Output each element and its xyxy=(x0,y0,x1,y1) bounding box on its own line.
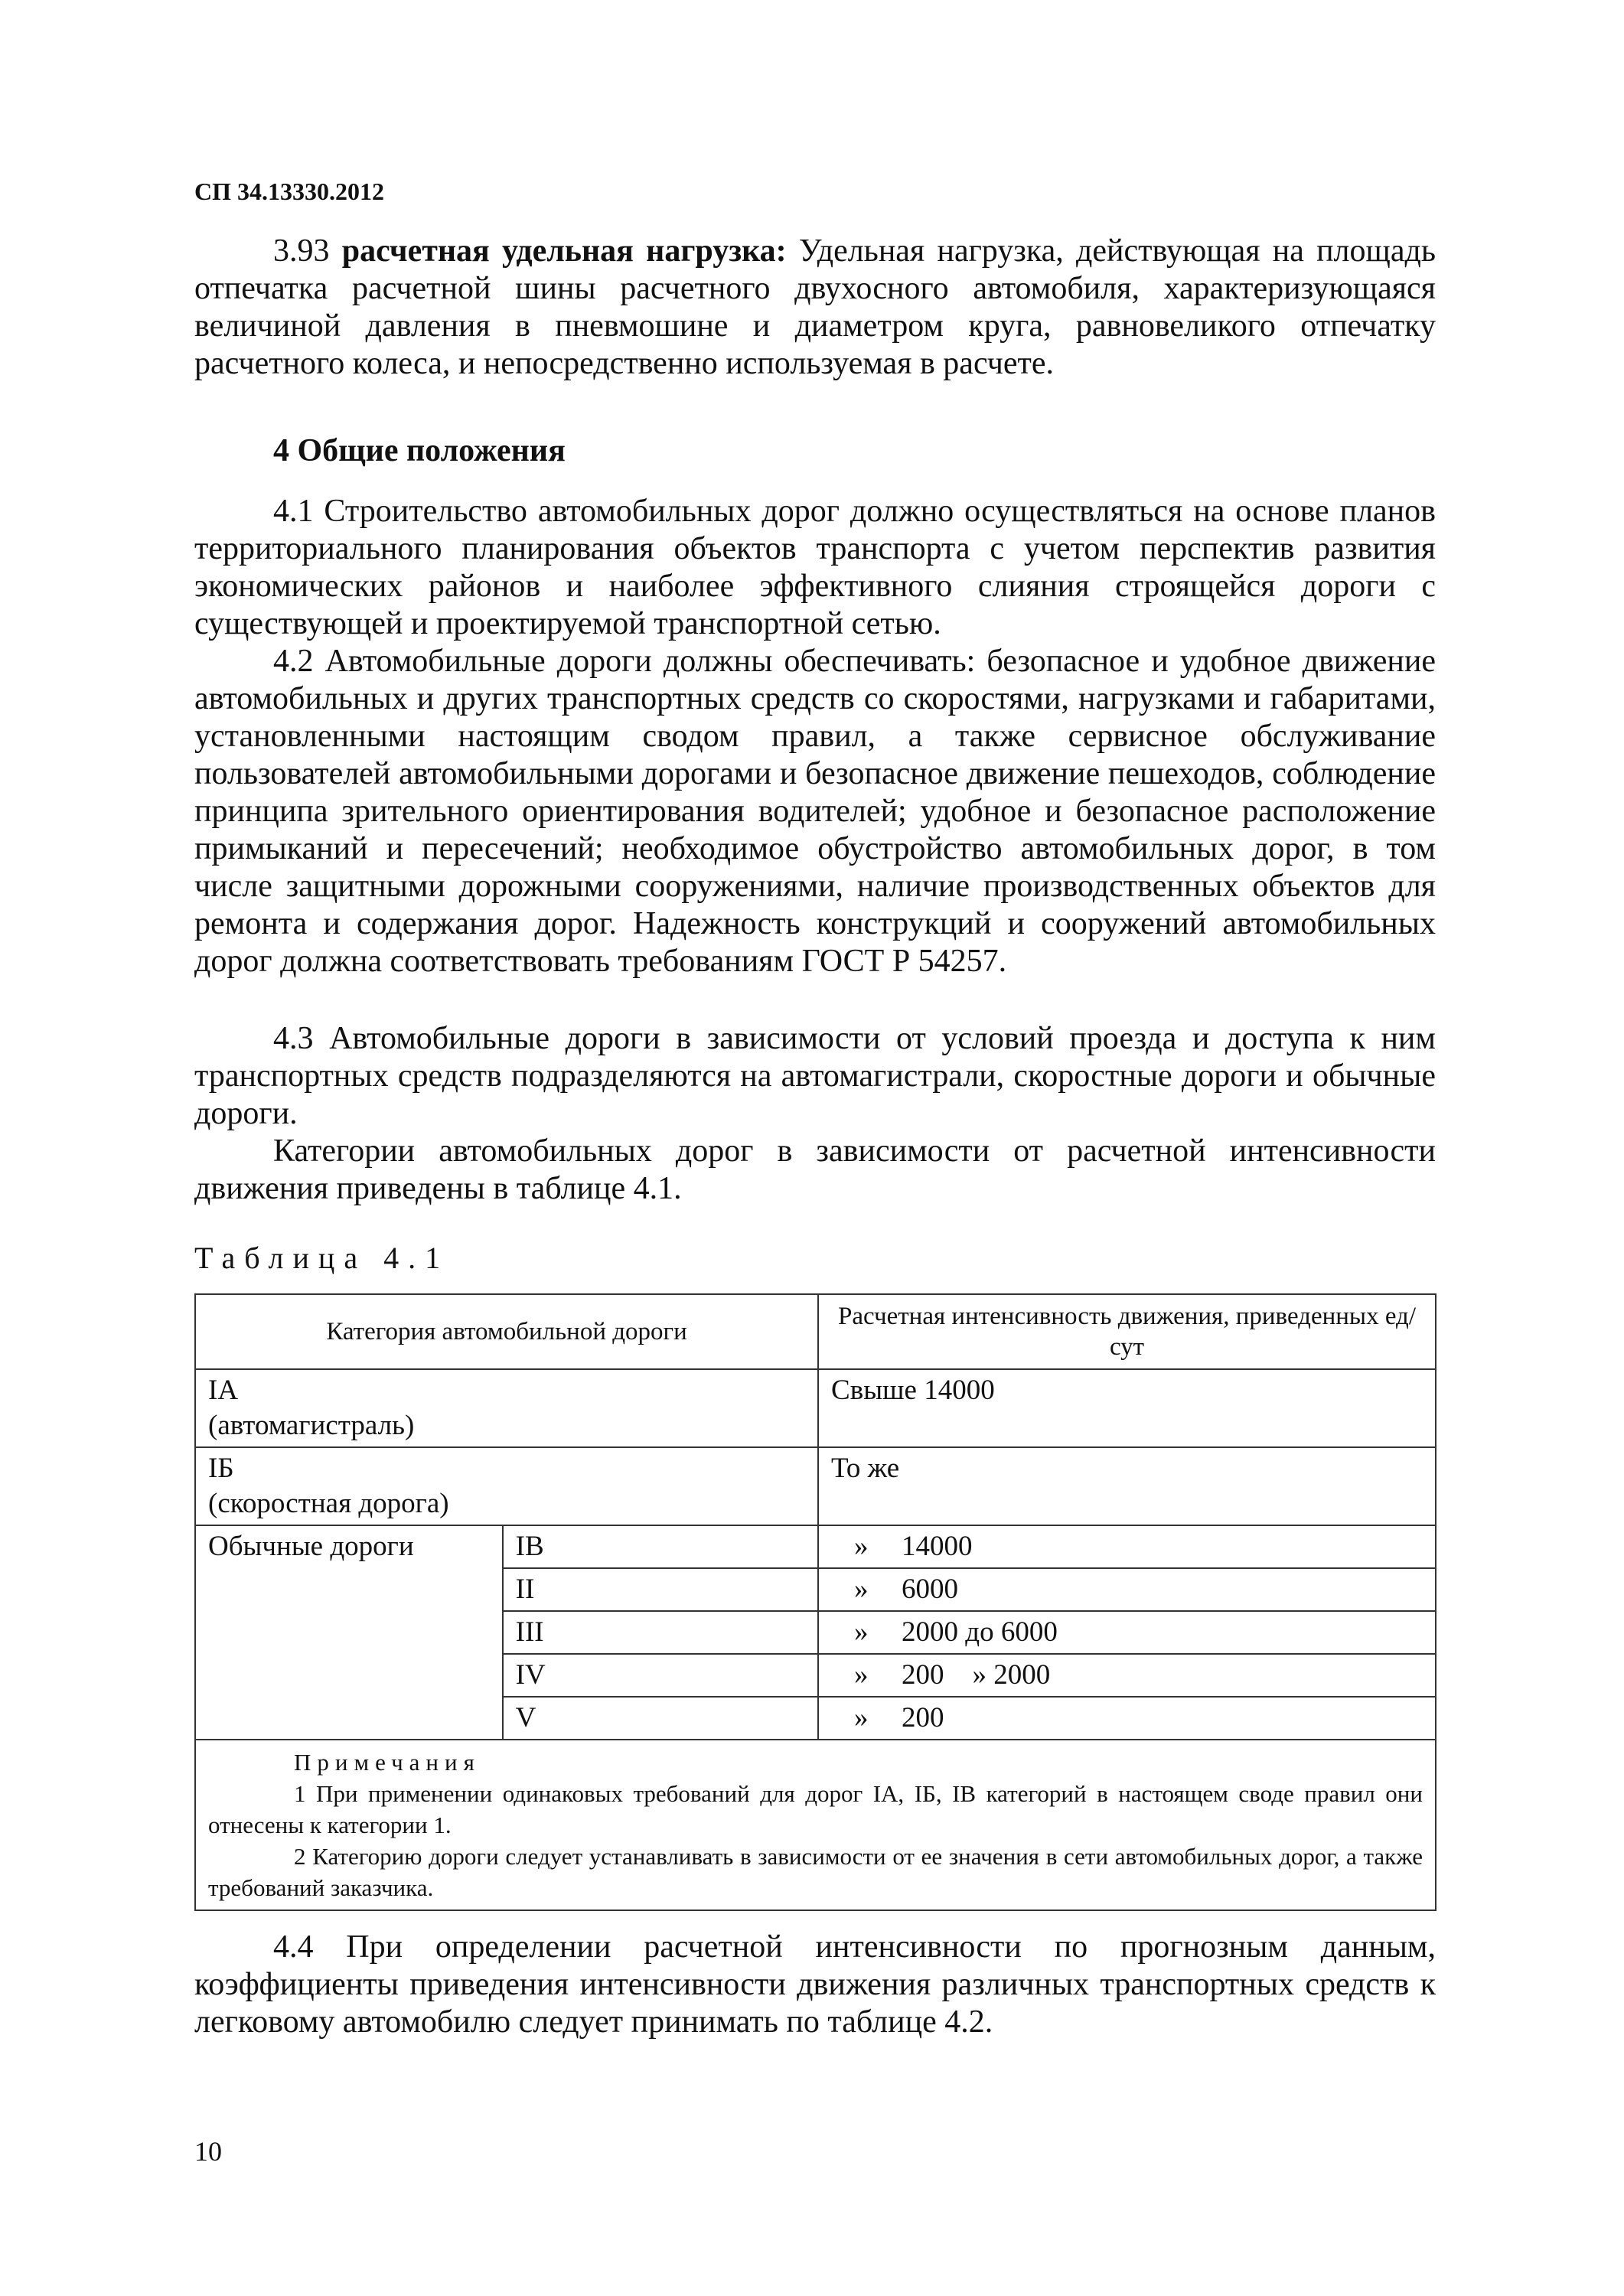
table-notes-row xyxy=(195,1740,1436,1910)
intensity-cell: Свыше 14000 xyxy=(818,1369,1436,1447)
category-code: V xyxy=(503,1697,818,1740)
category-code: IБ xyxy=(208,1453,234,1484)
intensity-value: 2000 до 6000 xyxy=(902,1616,1058,1648)
intensity-cell xyxy=(818,1568,1436,1611)
intensity-value: 200 » 2000 xyxy=(902,1659,1051,1691)
intensity-value: 14000 xyxy=(902,1531,973,1562)
intensity-cell: То же xyxy=(818,1447,1436,1525)
ditto-mark: » xyxy=(854,1616,869,1648)
category-note: (скоростная дорога) xyxy=(208,1488,449,1519)
header-category: Категория автомобильной дороги xyxy=(195,1294,818,1369)
page-number: 10 xyxy=(194,2136,222,2167)
section-title: 4 Общие положения xyxy=(273,433,566,468)
category-code: IВ xyxy=(503,1525,818,1568)
notes-cell xyxy=(195,1740,1436,1910)
table-header-row xyxy=(195,1294,1436,1369)
table-4-1 xyxy=(194,1293,1436,1911)
table-row xyxy=(195,1369,1436,1447)
category-code: III xyxy=(503,1611,818,1654)
intensity-value: 6000 xyxy=(902,1574,959,1605)
category-code: IА xyxy=(208,1375,239,1406)
table-row xyxy=(195,1525,1436,1568)
category-code: IV xyxy=(503,1654,818,1697)
header-intensity: Расчетная интенсивность движения, приведенных ед/сут xyxy=(818,1294,1436,1369)
paragraph-4-4: 4.4 При определении расчетной интенсивности по прогнозным данным, коэффициенты приведения интенсивности движения различных транспортных средств к легковому автомобилю следует принимать по таблице 4.2. xyxy=(194,1929,1436,2040)
term-defined: расчетная удельная нагрузка: xyxy=(341,233,787,269)
paragraph-4-3: 4.3 Автомобильные дороги в зависимости от условий проезда и доступа к ним транспортных средств подразделяются на автомагистрали, скоростные дороги и обычные дороги. xyxy=(194,1021,1436,1131)
ditto-mark: » xyxy=(854,1531,869,1562)
term-definition: Удельная нагрузка, действующая на площадь отпечатка расчетной шины расчетного двухосного автомобиля, характеризующаяся величиной давления в пневмошине и диаметром круга, равновеликого отпечатку расчетного колеса, и непосредственно используемая в расчете. xyxy=(194,233,1436,381)
intensity-cell xyxy=(818,1654,1436,1697)
paragraph-4-1: 4.1 Строительство автомобильных дорог должно осуществляться на основе планов территориального планирования объектов транспорта с учетом перспектив развития экономических районов и наиболее эффективного слияния строящейся дороги с существующей и проектируемой транспортной сетью. xyxy=(194,494,1436,641)
note-item: 1 При применении одинаковых требований для дорог IА, IБ, IВ категорий в настоящем своде правил они отнесены к категории 1. xyxy=(208,1780,1423,1838)
intensity-cell xyxy=(818,1525,1436,1568)
clause-number: 3.93 xyxy=(273,233,330,269)
paragraph-4-3-categories: Категории автомобильных дорог в зависимости от расчетной интенсивности движения приведены в таблице 4.1. xyxy=(194,1133,1436,1206)
ditto-mark: » xyxy=(854,1574,869,1605)
ditto-mark: » xyxy=(854,1659,869,1691)
intensity-cell xyxy=(818,1697,1436,1740)
table-row xyxy=(195,1447,1436,1525)
table-title: Таблица 4.1 xyxy=(194,1241,450,1275)
notes-title: Примечания xyxy=(294,1749,481,1776)
intensity-value: 200 xyxy=(902,1702,944,1733)
category-cell xyxy=(195,1369,818,1447)
category-cell xyxy=(195,1447,818,1525)
category-code: II xyxy=(503,1568,818,1611)
note-item: 2 Категорию дороги следует устанавливать в зависимости от ее значения в сети автомобильных дорог, а также требований заказчика. xyxy=(208,1843,1423,1901)
ordinary-roads-cell: Обычные дороги xyxy=(195,1525,503,1740)
category-note: (автомагистраль) xyxy=(208,1410,415,1441)
document-code: СП 34.13330.2012 xyxy=(194,178,384,205)
paragraph-4-2: 4.2 Автомобильные дороги должны обеспечивать: безопасное и удобное движение автомобильных и других транспортных средств со скоростями, нагрузками и габаритами, установленными настоящим сводом правил, а также сервисное обслуживание пользователей автомобильными дорогами и безопасное движение пешеходов, соблюдение принципа зрительного ориентирования водителей; удобное и безопасное расположение примыканий и пересечений; необходимое обустройство автомобильных дорог, в том числе защитными дорожными сооружениями, наличие производственных объектов для ремонта и содержания дорог. Надежность конструкций и сооружений автомобильных дорог должна соответствовать требованиям ГОСТ Р 54257. xyxy=(194,644,1436,979)
ditto-mark: » xyxy=(854,1702,869,1733)
intensity-cell xyxy=(818,1611,1436,1654)
paragraph-3-93 xyxy=(194,233,1436,383)
